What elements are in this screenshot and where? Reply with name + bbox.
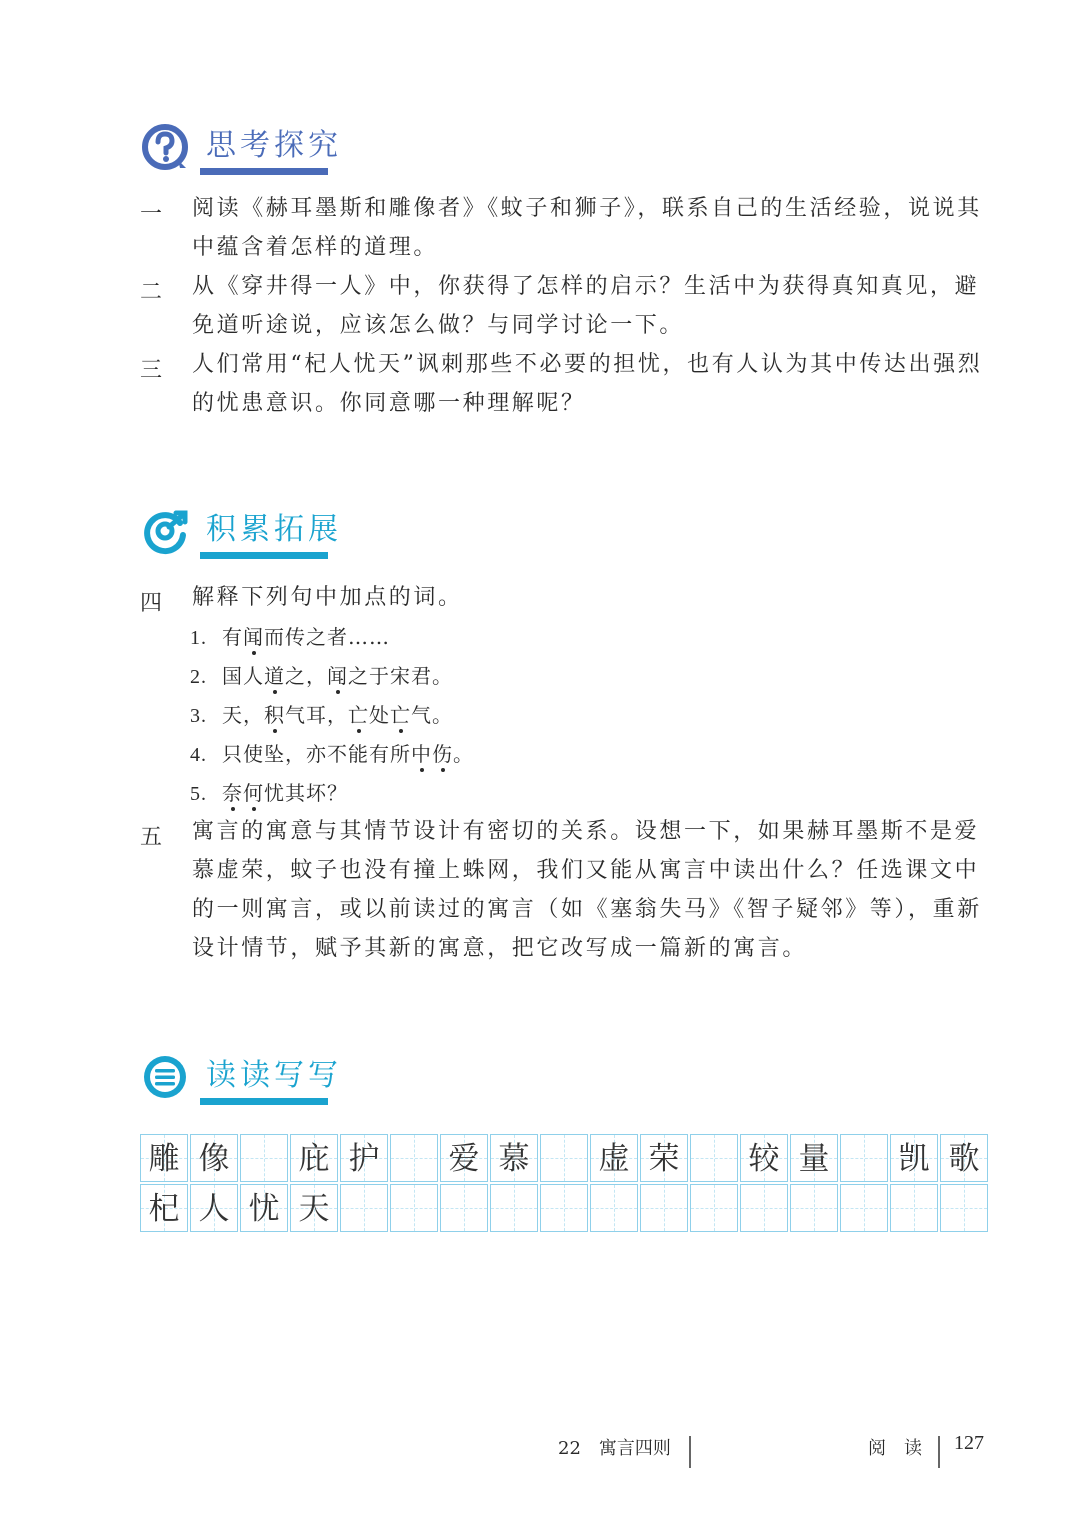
- section-title: 积累拓展: [206, 512, 342, 547]
- question-number: 一: [140, 202, 163, 227]
- grid-cell: [490, 1134, 538, 1182]
- question-3: [140, 345, 990, 423]
- grid-cell: [740, 1134, 788, 1182]
- sub-item-number: 2.: [190, 666, 207, 688]
- grid-cell: [940, 1184, 988, 1232]
- grid-cell: [290, 1184, 338, 1232]
- dotted-word: 道: [264, 664, 285, 688]
- question-2: [140, 267, 990, 345]
- lines-circle-icon: [140, 1052, 190, 1102]
- grid-cell: [290, 1134, 338, 1182]
- grid-cell: [540, 1134, 588, 1182]
- grid-cell: [590, 1134, 638, 1182]
- sub-item-number: 5.: [190, 783, 207, 805]
- grid-character: 量: [798, 1141, 830, 1177]
- footer-divider: [689, 1436, 691, 1468]
- sub-item: [190, 699, 453, 728]
- footer-section: 阅 读: [868, 1438, 922, 1459]
- grid-cell: [840, 1134, 888, 1182]
- grid-character: 爱: [448, 1141, 480, 1177]
- grid-cell: [440, 1134, 488, 1182]
- grid-character: 天: [298, 1191, 330, 1227]
- grid-cell: [390, 1184, 438, 1232]
- sub-item: [190, 738, 474, 767]
- grid-cell: [240, 1134, 288, 1182]
- dotted-word: 奈: [222, 781, 243, 805]
- grid-cell: [240, 1184, 288, 1232]
- grid-cell: [490, 1184, 538, 1232]
- dotted-word: 何: [243, 781, 264, 805]
- dotted-word: 伤: [432, 742, 453, 766]
- grid-cell: [640, 1184, 688, 1232]
- grid-cell: [740, 1184, 788, 1232]
- question-number: 三: [140, 358, 163, 383]
- question-text: 人们常用“杞人忧天”讽刺那些不必要的担忧，也有人认为其中传达出强烈的忧患意识。你同意哪一种理解呢？: [192, 352, 983, 416]
- grid-cell: [190, 1134, 238, 1182]
- grid-character: 歌: [948, 1141, 980, 1177]
- sub-item-number: 1.: [190, 627, 207, 649]
- grid-cell: [390, 1134, 438, 1182]
- grid-character: 凯: [898, 1141, 930, 1177]
- sub-item-text: 天，积气耳，亡处亡气。: [222, 703, 453, 727]
- grid-character: 慕: [498, 1141, 530, 1177]
- sub-item-number: 4.: [190, 744, 207, 766]
- grid-cell: [690, 1134, 738, 1182]
- sub-item-text: 奈何忧其坏？: [222, 781, 348, 805]
- grid-cell: [540, 1184, 588, 1232]
- grid-character: 人: [198, 1191, 230, 1227]
- section-underline: [200, 168, 328, 175]
- sub-item: [190, 777, 348, 806]
- section-title: 读读写写: [206, 1058, 342, 1093]
- question-1: [140, 189, 990, 267]
- footer-lesson: 22 寓言四则: [558, 1438, 671, 1459]
- question-number: 五: [140, 825, 163, 850]
- grid-cell: [640, 1134, 688, 1182]
- sub-item-text: 有闻而传之者……: [222, 625, 390, 649]
- grid-character: 杞: [148, 1191, 180, 1227]
- footer-divider: [938, 1436, 940, 1468]
- grid-cell: [890, 1184, 938, 1232]
- grid-cell: [190, 1184, 238, 1232]
- grid-cell: [340, 1134, 388, 1182]
- dotted-word: 亡: [348, 703, 369, 727]
- grid-character: 雕: [148, 1141, 180, 1177]
- grid-cell: [690, 1184, 738, 1232]
- grid-cell: [840, 1184, 888, 1232]
- dotted-word: 积: [264, 703, 285, 727]
- section-underline: [200, 1098, 328, 1105]
- sub-item: [190, 660, 453, 689]
- grid-cell: [140, 1134, 188, 1182]
- question-number: 四: [140, 591, 163, 616]
- grid-cell: [440, 1184, 488, 1232]
- grid-cell: [590, 1184, 638, 1232]
- dotted-word: 亡: [390, 703, 411, 727]
- question-text: 寓言的寓意与其情节设计有密切的关系。设想一下，如果赫耳墨斯不是爱慕虚荣，蚊子也没有撞上蛛网，我们又能从寓言中读出什么？任选课文中的一则寓言，或以前读过的寓言（如《塞翁失马》《智子疑邻》等），重新设计情节，赋予其新的寓意，把它改写成一篇新的寓言。: [192, 819, 982, 961]
- sub-item-number: 3.: [190, 705, 207, 727]
- dotted-word: 闻: [243, 625, 264, 649]
- grid-cell: [890, 1134, 938, 1182]
- question-text: 从《穿井得一人》中，你获得了怎样的启示？生活中为获得真知真见，避免道听途说，应该怎么做？与同学讨论一下。: [192, 274, 980, 338]
- question-text: 阅读《赫耳墨斯和雕像者》《蚊子和狮子》，联系自己的生活经验，说说其中蕴含着怎样的道理。: [192, 196, 982, 260]
- question-circle-icon: [140, 122, 190, 172]
- sub-item: [190, 621, 390, 650]
- question-5: [140, 812, 990, 968]
- grid-character: 护: [348, 1141, 380, 1177]
- question-text: 解释下列句中加点的词。: [192, 585, 463, 610]
- dotted-word: 闻: [327, 664, 348, 688]
- grid-character: 较: [748, 1141, 780, 1177]
- grid-character: 忧: [248, 1191, 280, 1227]
- grid-character: 庇: [298, 1141, 330, 1177]
- refresh-arrow-icon: [140, 506, 190, 556]
- grid-cell: [140, 1184, 188, 1232]
- sub-item-text: 国人道之，闻之于宋君。: [222, 664, 453, 688]
- section-title: 思考探究: [206, 128, 342, 163]
- grid-cell: [790, 1184, 838, 1232]
- grid-character: 虚: [598, 1141, 630, 1177]
- grid-cell: [790, 1134, 838, 1182]
- grid-character: 荣: [648, 1141, 680, 1177]
- grid-cell: [940, 1134, 988, 1182]
- dotted-word: 中: [411, 742, 432, 766]
- grid-cell: [340, 1184, 388, 1232]
- question-4: [140, 578, 990, 617]
- sub-item-text: 只使坠，亦不能有所中伤。: [222, 742, 474, 766]
- section-underline: [200, 552, 328, 559]
- grid-character: 像: [198, 1141, 230, 1177]
- page-number: 127: [954, 1432, 984, 1454]
- question-number: 二: [140, 280, 163, 305]
